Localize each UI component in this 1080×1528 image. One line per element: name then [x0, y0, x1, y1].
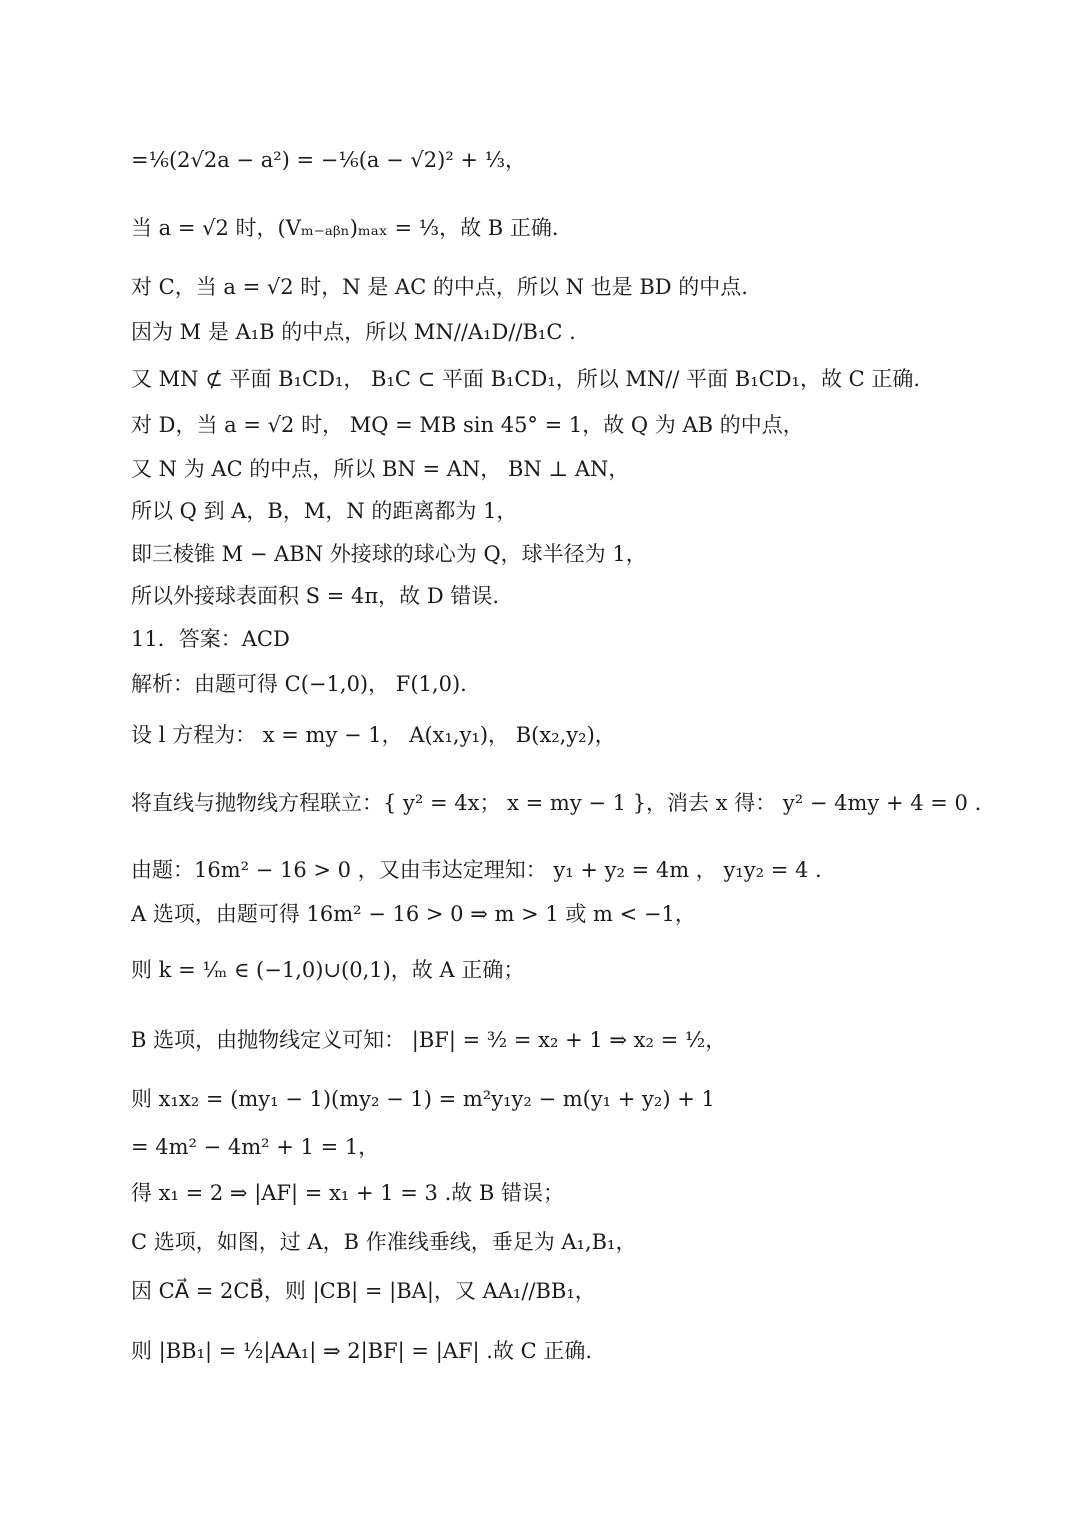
- text-line: 所以外接球表面积 S = 4π，故 D 错误.: [131, 584, 500, 608]
- text-line: 则 |BB₁| = ¹⁄₂|AA₁| ⇒ 2|BF| = |AF| .故 C 正确.: [131, 1339, 593, 1363]
- text-line: B 选项，由抛物线定义可知： |BF| = ³⁄₂ = x₂ + 1 ⇒ x₂ = ¹⁄₂，: [131, 1028, 727, 1052]
- text-line: 解析：由题可得 C(−1,0)， F(1,0).: [131, 672, 467, 696]
- text-line: A 选项，由题可得 16m² − 16 > 0 ⇒ m > 1 或 m < −1，: [131, 902, 696, 926]
- text-line: 则 k = ¹⁄ₘ ∈ (−1,0)∪(0,1)，故 A 正确；: [131, 958, 525, 982]
- equation-system-line: 将直线与抛物线方程联立：{ y² = 4x； x = my − 1 }，消去 x 得： y² − 4my + 4 = 0 .: [131, 791, 982, 815]
- text-line: 由题：16m² − 16 > 0 ，又由韦达定理知： y₁ + y₂ = 4m ， y₁y₂ = 4 .: [131, 858, 822, 882]
- text-line: 得 x₁ = 2 ⇒ |AF| = x₁ + 1 = 3 .故 B 错误；: [131, 1181, 565, 1205]
- text-line: 又 MN ⊄ 平面 B₁CD₁， B₁C ⊂ 平面 B₁CD₁，所以 MN// 平面 B₁CD₁，故 C 正确.: [131, 367, 921, 391]
- text-line: 所以 Q 到 A，B，M，N 的距离都为 1，: [131, 499, 518, 523]
- text-line: = 4m² − 4m² + 1 = 1，: [131, 1135, 380, 1159]
- text-line: 设 l 方程为： x = my − 1， A(x₁,y₁)， B(x₂,y₂)，: [131, 723, 616, 747]
- text-line: 对 D，当 a = √2 时， MQ = MB sin 45° = 1，故 Q 为 AB 的中点，: [131, 413, 804, 437]
- text-line: 对 C，当 a = √2 时，N 是 AC 的中点，所以 N 也是 BD 的中点.: [131, 275, 748, 299]
- answer-heading: 11．答案：ACD: [131, 627, 290, 651]
- text-line: 因为 M 是 A₁B 的中点，所以 MN//A₁D//B₁C .: [131, 320, 576, 344]
- text-line: 则 x₁x₂ = (my₁ − 1)(my₂ − 1) = m²y₁y₂ − m(y₁ + y₂) + 1: [131, 1087, 715, 1111]
- text-line: 即三棱锥 M − ABN 外接球的球心为 Q，球半径为 1，: [131, 542, 647, 566]
- text-line: C 选项，如图，过 A，B 作准线垂线，垂足为 A₁,B₁，: [131, 1230, 637, 1254]
- text-line: =¹⁄₆(2√2a − a²) = −¹⁄₆(a − √2)² + ¹⁄₃，: [131, 148, 527, 172]
- text-line: 因 CA⃗ = 2CB⃗，则 |CB| = |BA|，又 AA₁//BB₁，: [131, 1279, 596, 1303]
- text-line: 当 a = √2 时，(Vₘ₋ₐᵦₙ)ₘₐₓ = ¹⁄₃，故 B 正确.: [131, 216, 559, 240]
- text-line: 又 N 为 AC 的中点，所以 BN = AN， BN ⊥ AN，: [131, 457, 630, 481]
